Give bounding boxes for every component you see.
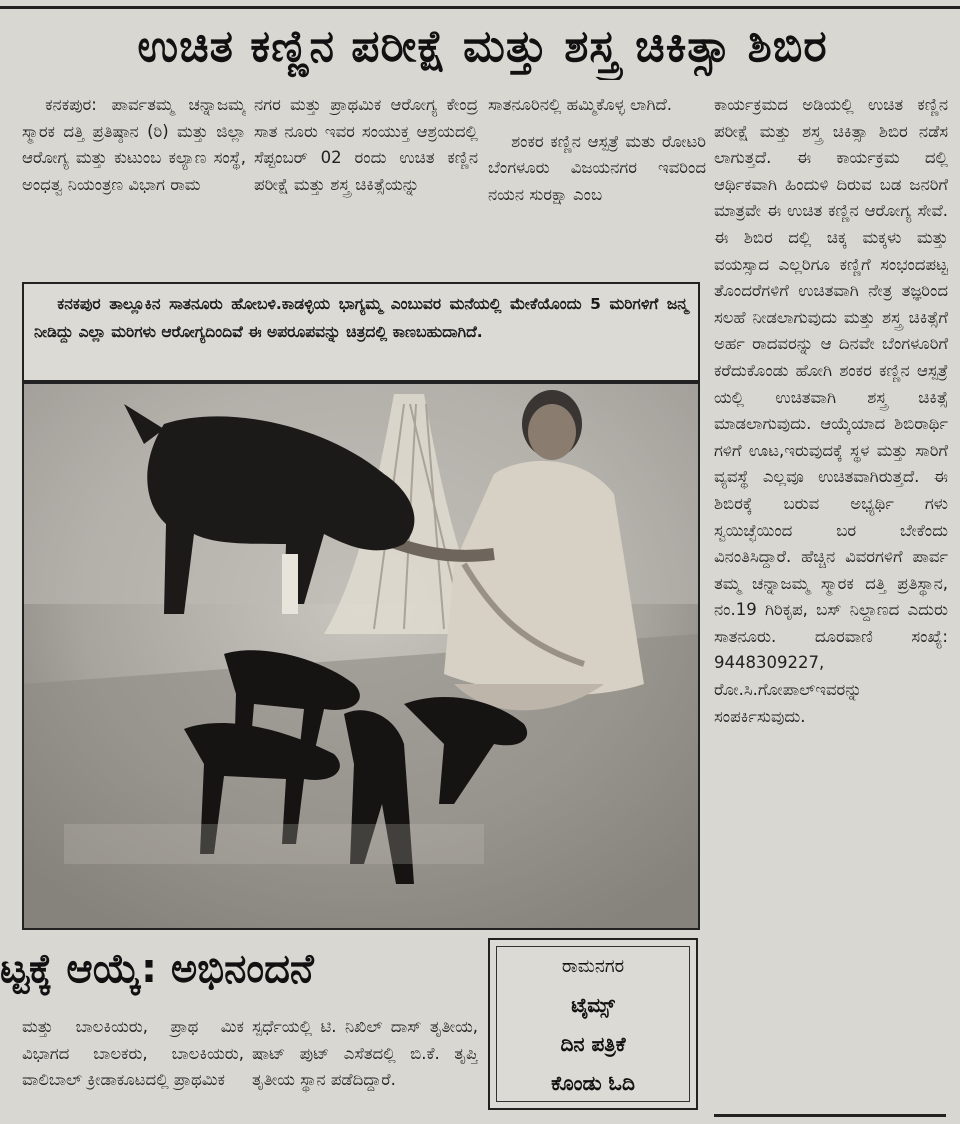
article-col4-text: ಕಾರ್ಯಕ್ರಮದ ಅಡಿಯಲ್ಲಿ ಉಚಿತ ಕಣ್ಣಿನ ಪರೀಕ್ಷೆ ಮತ್ತು ಶಸ್ತ್ರ ಚಿಕಿತ್ಸಾ ಶಿಬಿರ ನಡೆಸ ಲಾಗುತ್ತದೆ. ಈ ಕಾರ್ಯಕ್ರಮ ದಲ್ಲಿ ಆರ್ಥಿಕವಾಗಿ ಹಿಂದುಳಿ ದಿರುವ ಬಡ ಜನರಿಗೆ ಮಾತ್ರವೇ ಈ ಉಚಿತ ಕಣ್ಣಿನ ಆರೋಗ್ಯ ಸೇವೆ. ಈ ಶಿಬಿರ ದಲ್ಲಿ ಚಿಕ್ಕ ಮಕ್ಕಳು ಮತ್ತು ವಯಸ್ಸಾದ ಎಲ್ಲರಿಗೂ ಕಣ್ಣಿಗೆ ಸಂಭಂದಪಟ್ಟ ತೊಂದರೆಗಳಿಗೆ ಉಚಿತವಾಗಿ ನೇತ್ರ ತಜ್ಞರಿಂದ ಸಲಹೆ ನೀಡಲಾಗುವುದು ಮತ್ತು ಶಸ್ತ್ರ ಚಿಕಿತ್ಸೆಗೆ ಅರ್ಹ ರಾದವರನ್ನು ಆ ದಿನವೇ ಬೆಂಗಳೂರಿಗೆ ಕರೆದುಕೊಂಡು ಹೋಗಿ ಶಂಕರ ಕಣ್ಣಿನ ಆಸ್ಪತ್ರೆ ಯಲ್ಲಿ ಉಚಿತವಾಗಿ ಶಸ್ತ್ರ ಚಿಕಿತ್ಸೆ ಮಾಡಲಾಗುವುದು. ಆಯ್ಕೆಯಾದ ಶಿಬಿರಾರ್ಥಿ ಗಳಿಗೆ ಊಟ,ಇರುವುದಕ್ಕೆ ಸ್ಥಳ ಮತ್ತು ಸಾರಿಗೆ ವ್ಯವಸ್ಥೆ ಎಲ್ಲವೂ ಉಚಿತವಾಗಿರುತ್ತದೆ. ಈ ಶಿಬಿರಕ್ಕೆ ಬರುವ ಅಭ್ಯರ್ಥಿ ಗಳು ಸ್ವಯಿಚ್ಛೆಯಿಂದ ಬರ ಬೇಕೆಂದು ವಿನಂತಿಸಿದ್ದಾರೆ. ಹೆಚ್ಚಿನ ವಿವರಗಳಿಗೆ ಪಾರ್ವ ತಮ್ಮ ಚನ್ನಾಜಮ್ಮ ಸ್ಮಾರಕ ದತ್ತಿ ಪ್ರತಿಸ್ಥಾನ, ನಂ.19 ಗಿರಿಕೃಪ, ಬಸ್ ನಿಲ್ದಾಣದ ಎದುರು ಸಾತನೂರು. ದೂರವಾಣಿ ಸಂಖ್ಯೆ: 9448309227, ರೋ.ಸಿ.ಗೋಪಾಲ್ಇವರನ್ನು ಸಂಪರ್ಕಿಸುವುದು. [714,95,948,726]
article-col1-text: ಕನಕಪುರ: ಪಾರ್ವತಮ್ಮ ಚನ್ನಾಜಮ್ಮ ಸ್ಮಾರಕ ದತ್ತಿ ಪ್ರತಿಷ್ಠಾನ (ರಿ) ಮತ್ತು ಜಿಲ್ಲಾ ಆರೋಗ್ಯ ಮತ್ತು ಕುಟುಂಬ ಕಲ್ಯಾಣ ಸಂಸ್ಥೆ, ಅಂಧತ್ವ ನಿಯಂತ್ರಣ ವಿಭಾಗ ರಾಮ [22,95,246,194]
ad-line-2: ಟೈಮ್ಸ್ [571,993,615,1017]
photo-caption-text: ಕನಕಪುರ ತಾಲ್ಲೂಕಿನ ಸಾತನೂರು ಹೋಬಳಿ.ಕಾಡಳ್ಳಿಯ ಭಾಗ್ಯಮ್ಮ ಎಂಬುವರ ಮನೆಯಲ್ಲಿ ಮೇಕೆಯೊಂದು 5 ಮರಿಗಳಿಗೆ ಜನ್ಮ ನೀಡಿದ್ದು ಎಲ್ಲಾ ಮರಿಗಳು ಆರೋಗ್ಯದಿಂದಿವೆ ಈ ಅಪರೂಪವನ್ನು ಚಿತ್ರದಲ್ಲಿ ಕಾಣಬಹುದಾಗಿದೆ. [34,295,688,341]
article2-column-2 [252,1014,478,1124]
article-col2-text: ನಗರ ಮತ್ತು ಪ್ರಾಥಮಿಕ ಆರೋಗ್ಯ ಕೇಂದ್ರ ಸಾತ ನೂರು ಇವರ ಸಂಯುಕ್ತ ಆಶ್ರಯದಲ್ಲಿ ಸೆಪ್ಟಂಬರ್ 02 ರಂದು ಉಚಿತ ಕಣ್ಣಿನ ಪರೀಕ್ಷೆ ಮತ್ತು ಶಸ್ತ್ರ ಚಿಕಿತ್ಸೆಯನ್ನು [254,95,478,194]
ad-inner-frame [496,946,690,1102]
bottom-rule [714,1114,946,1117]
ad-line-4: ಕೊಂಡು ಓದಿ [551,1071,635,1095]
article2-col1-text: ಮತ್ತು ಬಾಲಕಿಯರು, ಪ್ರಾಥ ಮಿಕ ವಿಭಾಗದ ಬಾಲಕರು, ಬಾಲಕಿಯರು, ವಾಲಿಬಾಲ್ ಕ್ರೀಡಾಕೂಟದಲ್ಲಿ ಪ್ರಾಥಮಿಕ [22,1017,244,1090]
article-col3-para1: ಸಾತನೂರಿನಲ್ಲಿ ಹಮ್ಮಿಕೊಳ್ಳ ಲಾಗಿದೆ. [488,95,673,114]
photo-caption [22,282,700,382]
ad-line-1: ರಾಮನಗರ [561,956,625,977]
goat-photo [22,382,700,930]
article-column-4 [714,92,948,1112]
article-column-3 [488,92,706,280]
article2-col2-text: ಸ್ಪರ್ಧೆಯಲ್ಲಿ ಟಿ. ನಿಖಿಲ್ ದಾಸ್ ತೃತೀಯ, ಷಾಟ್ ಪುಟ್ ಎಸೆತದಲ್ಲಿ ಬಿ.ಕೆ. ತೃಪ್ತಿ ತೃತೀಯ ಸ್ಥಾನ ಪಡೆದಿದ್ದಾರೆ. [252,1017,478,1090]
article-column-1 [22,92,246,280]
headline: ಉಚಿತ ಕಣ್ಣಿನ ಪರೀಕ್ಷೆ ಮತ್ತು ಶಸ್ತ್ರ ಚಿಕಿತ್ಸಾ ಶಿಬಿರ [137,21,828,72]
ad-box [488,938,698,1110]
article-col3-para2: ಶಂಕರ ಕಣ್ಣಿನ ಆಸ್ಪತ್ರೆ ಮತು ರೋಟರಿ ಬೆಂಗಳೂರು ವಿಜಯನಗರ ಇವರಿಂದ ನಯನ ಸುರಕ್ಷಾ ಎಂಬ [488,131,706,204]
top-rule [0,6,960,9]
article-column-2 [254,92,478,280]
article2-column-1 [22,1014,244,1124]
ad-line-3: ದಿನ ಪತ್ರಿಕೆ [560,1032,626,1056]
headline-2: ಟ್ಟಕ್ಕೆ ಆಯ್ಕೆ: ಅಭಿನಂದನೆ [0,946,314,992]
